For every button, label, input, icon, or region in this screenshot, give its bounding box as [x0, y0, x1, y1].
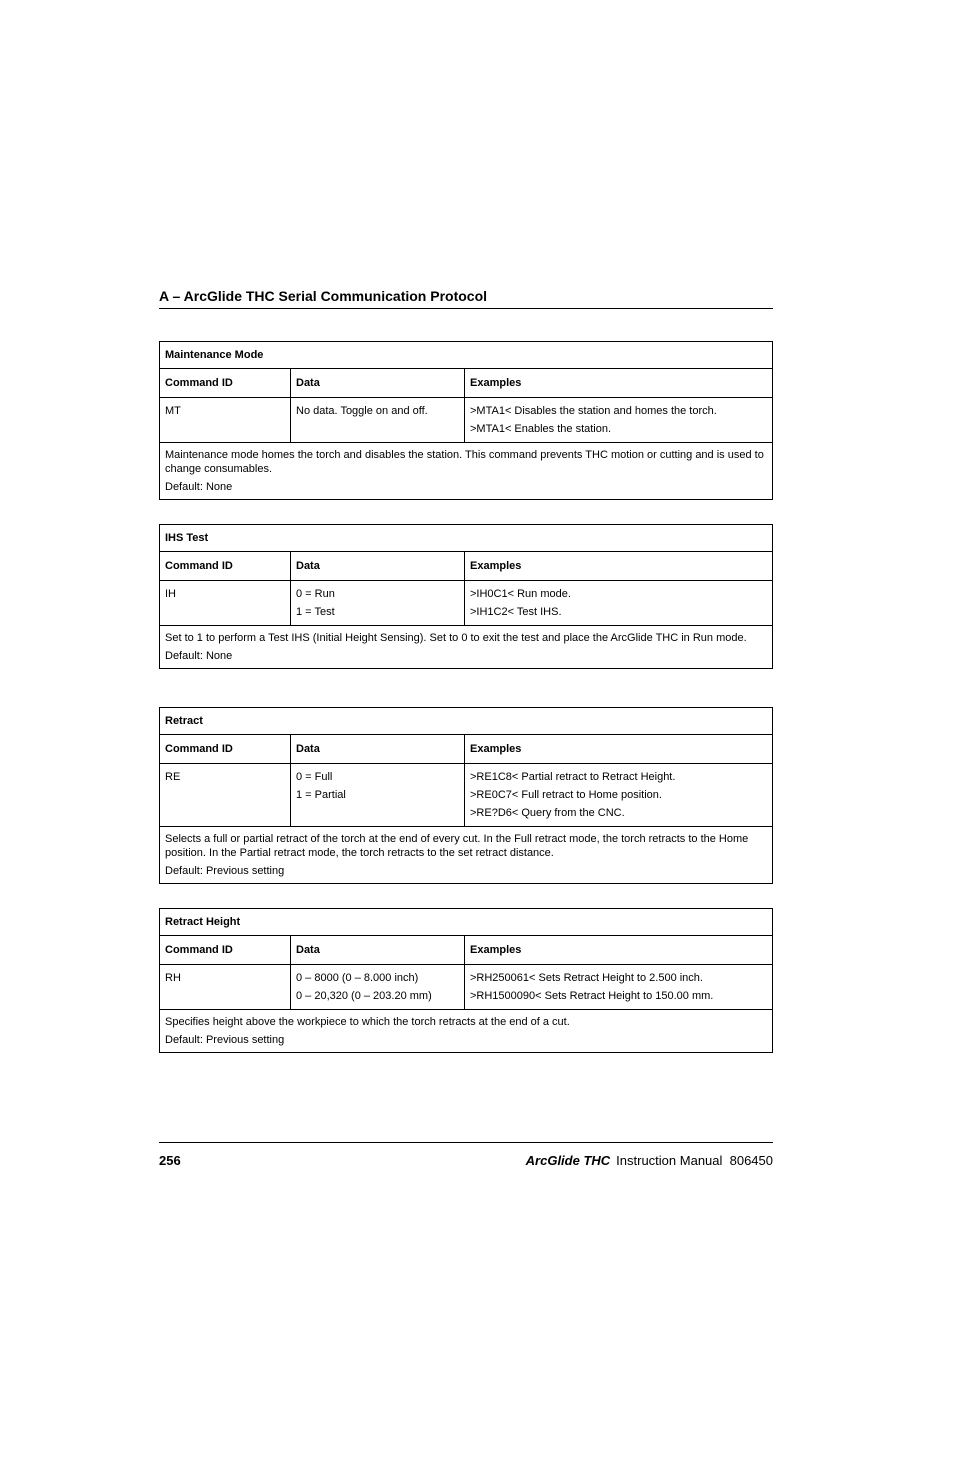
- default-value: Default: Previous setting: [165, 865, 285, 877]
- examples-cell: [465, 581, 773, 626]
- column-header-command-id: Command ID: [160, 552, 291, 581]
- column-header-command-id: Command ID: [160, 936, 291, 965]
- data-line: 1 = Partial: [296, 789, 346, 801]
- retract-height-table: [159, 908, 773, 1053]
- description-text: Selects a full or partial retract of the torch at the end of every cut. In the Full retract mode, the torch retracts to the Home position. In the Partial retract mode, the torch retracts to the set retract distance.: [165, 833, 749, 859]
- data-line: 0 – 8000 (0 – 8.000 inch): [296, 972, 419, 984]
- description-text: Specifies height above the workpiece to which the torch retracts at the end of a cut.: [165, 1016, 570, 1028]
- product-name: ArcGlide THC: [525, 1153, 611, 1168]
- examples-cell: [465, 398, 773, 443]
- command-id-cell: RE: [160, 764, 291, 827]
- description-cell: [160, 443, 773, 500]
- table-title: Maintenance Mode: [160, 342, 773, 369]
- example-line: >RH1500090< Sets Retract Height to 150.00 mm.: [470, 990, 714, 1002]
- ihs-test-table: [159, 524, 773, 669]
- example-line: >IH1C2< Test IHS.: [470, 606, 562, 618]
- description-cell: [160, 626, 773, 669]
- example-line: >RE?D6< Query from the CNC.: [470, 807, 625, 819]
- data-line: 1 = Test: [296, 606, 335, 618]
- command-id-cell: IH: [160, 581, 291, 626]
- data-line: 0 = Full: [296, 771, 333, 783]
- column-header-data: Data: [291, 936, 465, 965]
- column-header-data: Data: [291, 735, 465, 764]
- column-header-examples: Examples: [465, 552, 773, 581]
- column-header-data: Data: [291, 552, 465, 581]
- default-value: Default: None: [165, 481, 233, 493]
- column-header-command-id: Command ID: [160, 369, 291, 398]
- example-line: >RH250061< Sets Retract Height to 2.500 inch.: [470, 972, 703, 984]
- data-cell: [291, 764, 465, 827]
- manual-number: Instruction Manual 806450: [616, 1153, 773, 1168]
- description-text: Set to 1 to perform a Test IHS (Initial Height Sensing). Set to 0 to exit the test and place the ArcGlide THC in Run mode.: [165, 632, 747, 644]
- default-value: Default: None: [165, 650, 233, 662]
- data-cell: [291, 581, 465, 626]
- example-line: >RE0C7< Full retract to Home position.: [470, 789, 662, 801]
- example-line: >IH0C1< Run mode.: [470, 588, 571, 600]
- data-line: 0 – 20,320 (0 – 203.20 mm): [296, 990, 432, 1002]
- footer-manual-info: [526, 1153, 773, 1168]
- data-cell: [291, 965, 465, 1010]
- description-cell: [160, 827, 773, 884]
- maintenance-mode-table: [159, 341, 773, 500]
- table-title: Retract: [160, 708, 773, 735]
- retract-table: [159, 707, 773, 884]
- column-header-examples: Examples: [465, 936, 773, 965]
- data-cell: [291, 398, 465, 443]
- column-header-data: Data: [291, 369, 465, 398]
- column-header-examples: Examples: [465, 369, 773, 398]
- data-line: No data. Toggle on and off.: [296, 405, 428, 417]
- description-text: Maintenance mode homes the torch and disables the station. This command prevents THC motion or cutting and is used to change consumables.: [165, 449, 764, 475]
- page-number: 256: [159, 1153, 181, 1168]
- examples-cell: [465, 965, 773, 1010]
- column-header-command-id: Command ID: [160, 735, 291, 764]
- default-value: Default: Previous setting: [165, 1034, 285, 1046]
- description-cell: [160, 1010, 773, 1053]
- example-line: >RE1C8< Partial retract to Retract Height.: [470, 771, 676, 783]
- page-header: A – ArcGlide THC Serial Communication Protocol: [159, 288, 773, 309]
- data-line: 0 = Run: [296, 588, 335, 600]
- table-title: IHS Test: [160, 525, 773, 552]
- example-line: >MTA1< Disables the station and homes the torch.: [470, 405, 717, 417]
- command-id-cell: MT: [160, 398, 291, 443]
- command-id-cell: RH: [160, 965, 291, 1010]
- table-title: Retract Height: [160, 909, 773, 936]
- footer-divider: [159, 1142, 773, 1143]
- examples-cell: [465, 764, 773, 827]
- column-header-examples: Examples: [465, 735, 773, 764]
- example-line: >MTA1< Enables the station.: [470, 423, 612, 435]
